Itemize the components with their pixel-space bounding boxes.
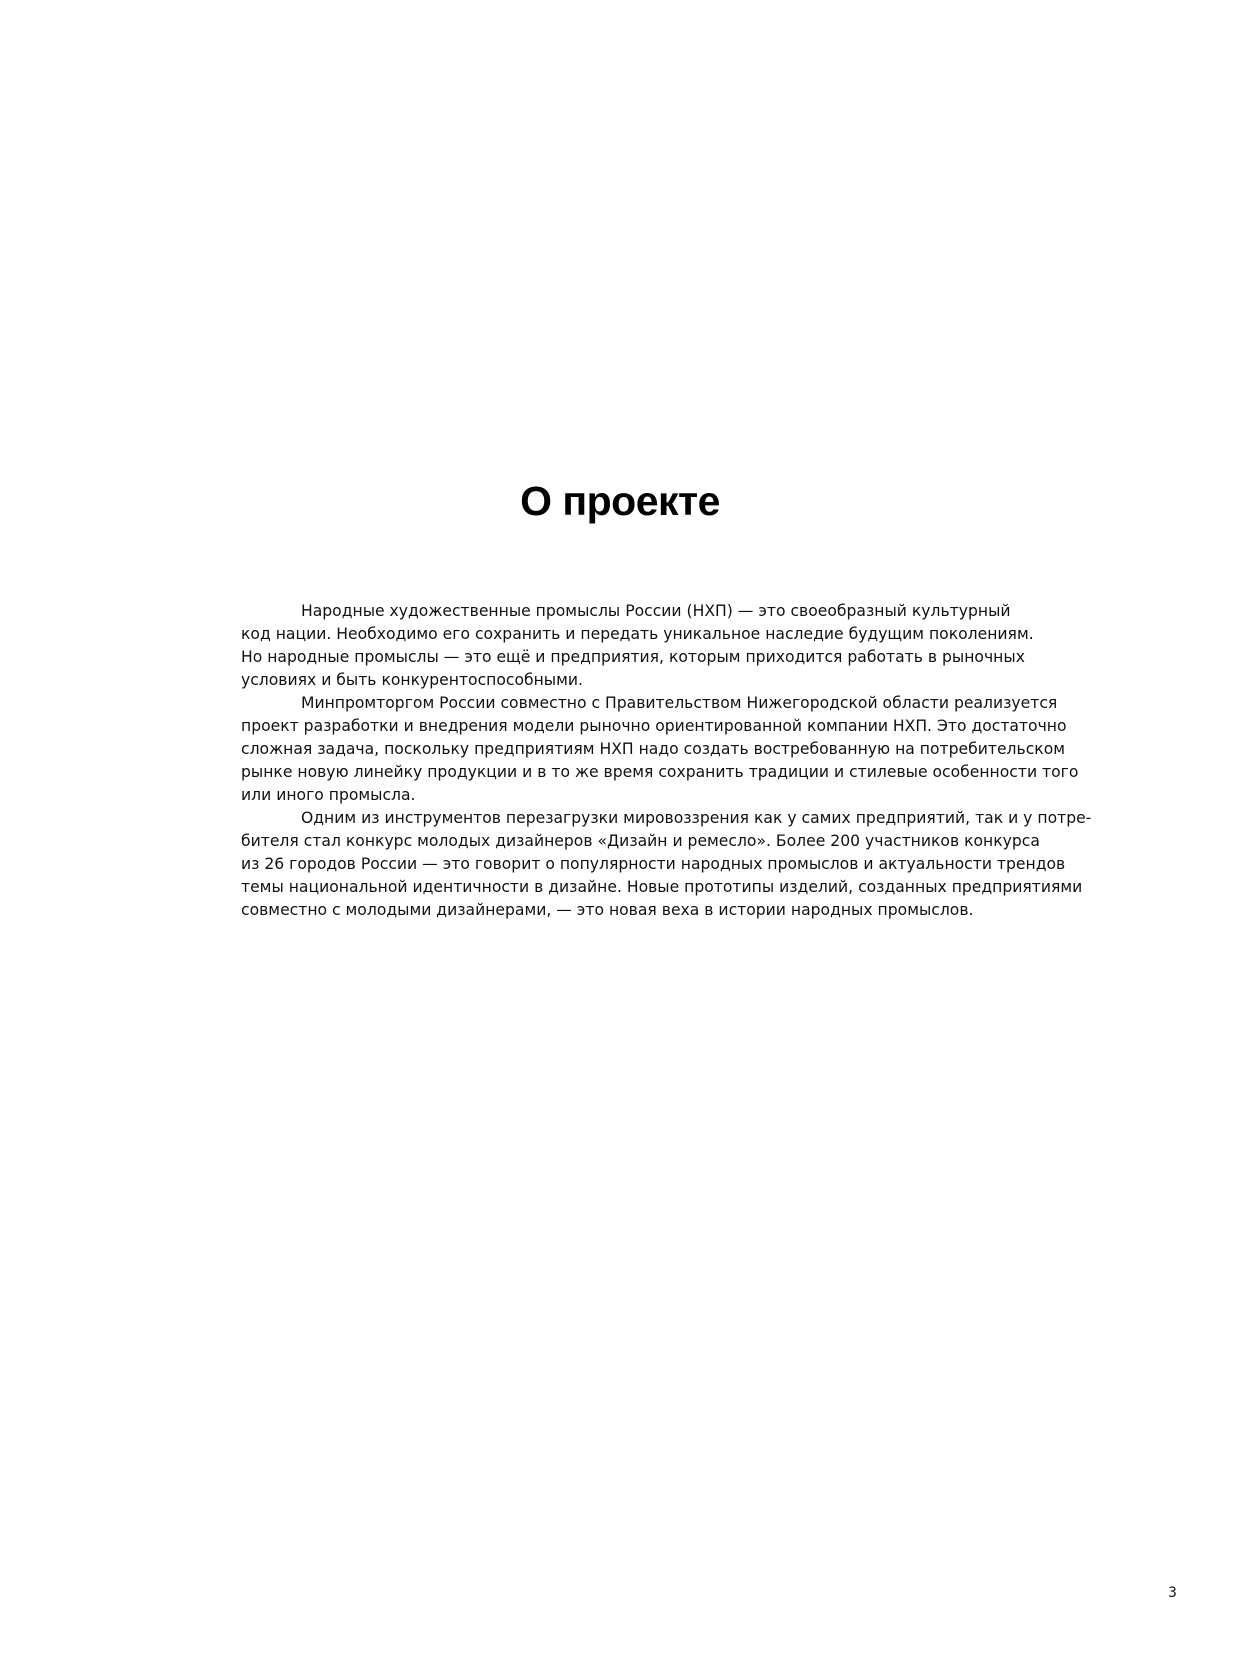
- paragraph-2-line-4: рынке новую линейку продукции и в то же время сохранить традиции и стилевые особенности того: [241, 763, 1079, 781]
- paragraph-2-line-5: или иного промысла.: [241, 786, 416, 804]
- paragraph-3-line-4: темы национальной идентичности в дизайне. Новые прототипы изделий, созданных предприятиями: [241, 878, 1083, 896]
- page-title: О проекте: [520, 478, 720, 524]
- paragraph-2-line-2: проект разработки и внедрения модели рыночно ориентированной компании НХП. Это достаточно: [241, 717, 1067, 735]
- page-number: 3: [1168, 1585, 1177, 1601]
- paragraph-3-line-2: бителя стал конкурс молодых дизайнеров «Дизайн и ремесло». Более 200 участников конкурса: [241, 832, 1040, 850]
- paragraph-2-line-1: Минпромторгом России совместно с Правительством Нижегородской области реализуется: [301, 694, 1058, 712]
- paragraph-1-line-3: Но народные промыслы — это ещё и предприятия, которым приходится работать в рыночных: [241, 648, 1025, 666]
- paragraph-1-line-2: код нации. Необходимо его сохранить и передать уникальное наследие будущим поколениям.: [241, 625, 1034, 643]
- body-text: [241, 600, 1121, 922]
- paragraph-1-line-1: Народные художественные промыслы России (НХП) — это своеобразный культурный: [301, 602, 1011, 620]
- paragraph-1-line-4: условиях и быть конкурентоспособными.: [241, 671, 583, 689]
- paragraph-3-line-5: совместно с молодыми дизайнерами, — это новая веха в истории народных промыслов.: [241, 901, 974, 919]
- paragraph-3-line-3: из 26 городов России — это говорит о популярности народных промыслов и актуальности трендов: [241, 855, 1066, 873]
- paragraph-3-line-1: Одним из инструментов перезагрузки мировоззрения как у самих предприятий, так и у потре-: [301, 809, 1092, 827]
- paragraph-2-line-3: сложная задача, поскольку предприятиям НХП надо создать востребованную на потребительском: [241, 740, 1065, 758]
